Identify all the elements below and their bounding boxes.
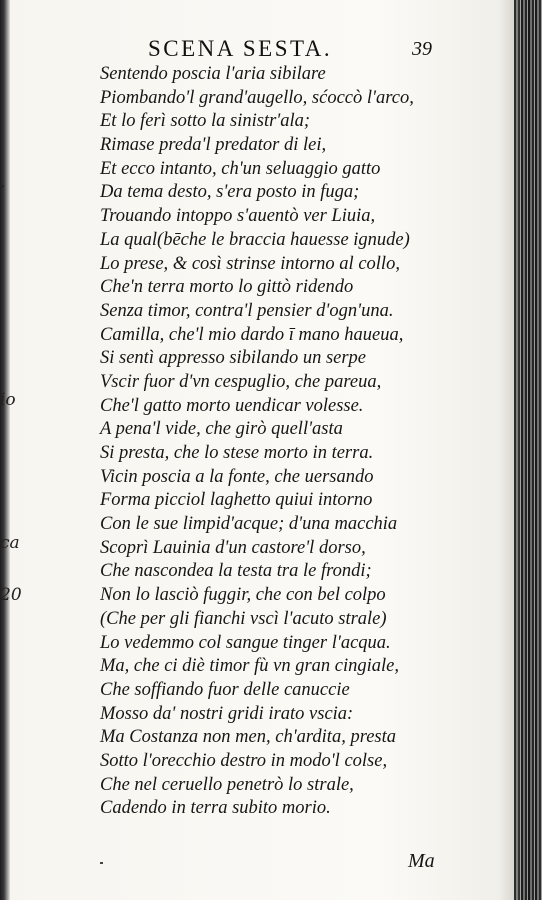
verse-line: La qual(bēche le braccia hauesse ignude)	[100, 229, 410, 250]
verse-line: Che nel ceruello penetrò lo strale,	[100, 774, 354, 795]
verse-line: Lo vedemmo col sangue tinger l'acqua.	[100, 632, 391, 653]
verse-line: Da tema desto, s'era posto in fuga;	[100, 182, 360, 203]
verse-line: Vicin poscia a la fonte, che uersando	[100, 466, 374, 487]
verse-line: Sentendo poscia l'aria sibilare	[100, 64, 326, 84]
verse-line: Senza timor, contra'l pensier d'ogn'una.	[100, 300, 394, 321]
verse-block	[100, 63, 480, 821]
verse-line: Lo prese, & così strinse intorno al collo,	[100, 253, 400, 274]
verse-line: Che soffiando fuor delle canuccie	[100, 679, 350, 700]
verse-line: Si presta, che lo stese morto in terra.	[100, 443, 374, 463]
verse-line: Camilla, che'l mio dardo ī mano haueua,	[100, 324, 404, 345]
verse-line: Che nascondea la testa tra le frondi;	[100, 561, 372, 582]
margin-fragment: 20	[0, 585, 22, 605]
ink-speck	[100, 862, 103, 864]
page-number: 39	[412, 38, 432, 60]
verse-line: Cadendo in terra subito morio.	[100, 798, 331, 819]
verse-line: Sotto l'orecchio destro in modo'l colse,	[100, 750, 388, 771]
margin-fragment: ,	[0, 172, 6, 192]
verse-line: Non lo lasciò fuggir, che con bel colpo	[100, 585, 386, 606]
verse-line: Et lo ferì sotto la sinistr'ala;	[100, 111, 311, 132]
verse-line: Si sentì appresso sibilando un serpe	[100, 348, 367, 369]
verse-line: Ma, che ci diè timor fù vn gran cingiale,	[100, 656, 400, 677]
verse-line: A pena'l vide, che girò quell'asta	[100, 419, 343, 440]
verse-line: Che'l gatto morto uendicar volesse.	[100, 395, 364, 416]
margin-fragment: ca	[0, 533, 20, 553]
verse-line: (Che per gli fianchi vscì l'acuto strale)	[100, 608, 387, 629]
book-binding-edge	[514, 0, 542, 900]
verse-line: Rimase preda'l predator di lei,	[100, 135, 327, 156]
verse-line: Et ecco intanto, ch'un seluaggio gatto	[100, 158, 381, 179]
verse-line: Vscir fuor d'vn cespuglio, che pareua,	[100, 371, 382, 392]
verse-line: Ma Costanza non men, ch'ardita, presta	[100, 727, 397, 748]
margin-fragment: io	[0, 390, 16, 410]
verse-line: Piombando'l grand'augello, sćoccò l'arco,	[100, 87, 414, 108]
scene-heading: SCENA SESTA.	[148, 36, 333, 61]
catchword: Ma	[408, 850, 435, 872]
verse-line: Trouando intoppo s'auentò ver Liuia,	[100, 206, 376, 227]
verse-line: Mosso da' nostri gridi irato vscia:	[100, 703, 354, 724]
facing-page-gutter	[0, 0, 10, 900]
verse-line: Forma picciol laghetto quiui intorno	[100, 490, 373, 511]
verse-line: Con le sue limpid'acque; d'una macchia	[100, 514, 398, 535]
verse-line: Scoprì Lauinia d'un castore'l dorso,	[100, 537, 366, 558]
verse-line: Che'n terra morto lo gittò ridendo	[100, 277, 354, 298]
